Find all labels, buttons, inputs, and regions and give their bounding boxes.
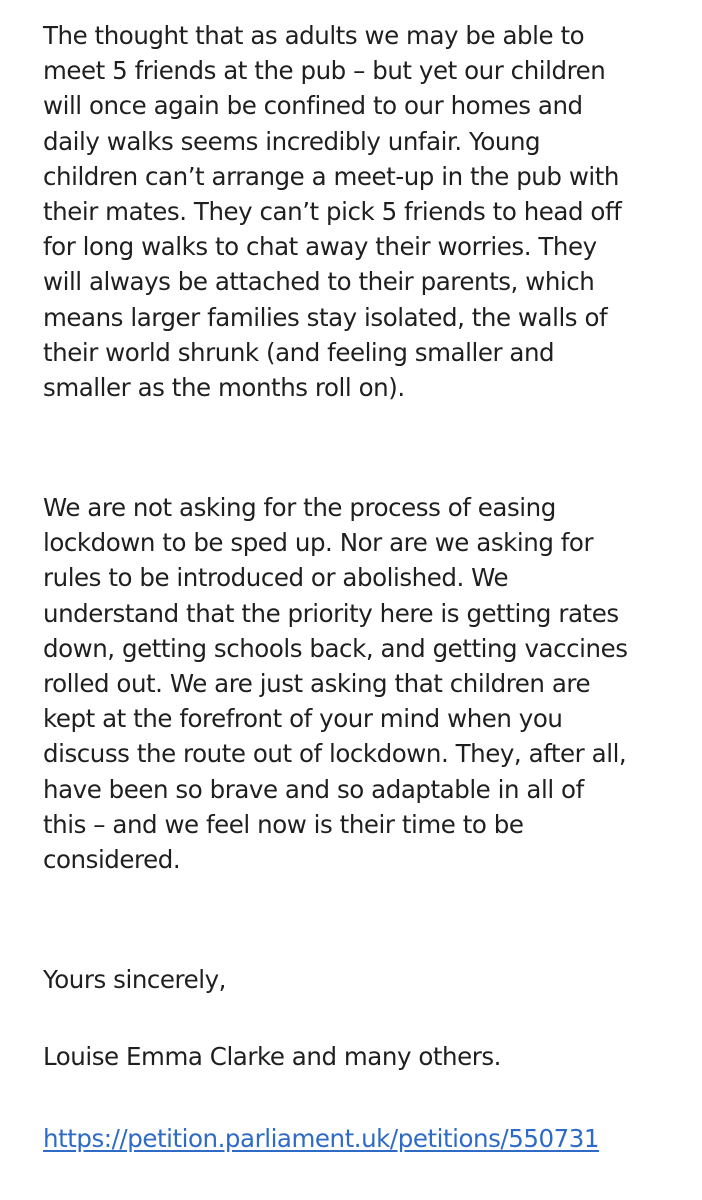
- letter-paragraph-1: The thought that as adults we may be able to meet 5 friends at the pub – but yet our children will once again be confined to our homes and daily walks seems incredibly unfair. Young children can’t arrange a meet-up in the pub with their mates. They can’t pick 5 friends to head off for long walks to chat away their worries. They will always be attached to their parents, which means larger families stay isolated, the walls of their world shrunk (and feeling smaller and smaller as the months roll on).: [43, 21, 622, 403]
- petition-link-container: [43, 1121, 683, 1156]
- letter-closing: Yours sincerely,: [43, 965, 226, 994]
- letter-paragraph-2: We are not asking for the process of easing lockdown to be sped up. Nor are we asking for rules to be introduced or abolished. We understand that the priority here is getting rates down, getting schools back, and getting vaccines rolled out. We are just asking that children are kept at the forefront of your mind when you discuss the route out of lockdown. They, after all, have been so brave and so adaptable in all of this – and we feel now is their time to be considered.: [43, 493, 628, 875]
- letter-signature: Louise Emma Clarke and many others.: [43, 1042, 502, 1071]
- petition-link[interactable]: https://petition.parliament.uk/petitions/550731: [43, 1124, 600, 1153]
